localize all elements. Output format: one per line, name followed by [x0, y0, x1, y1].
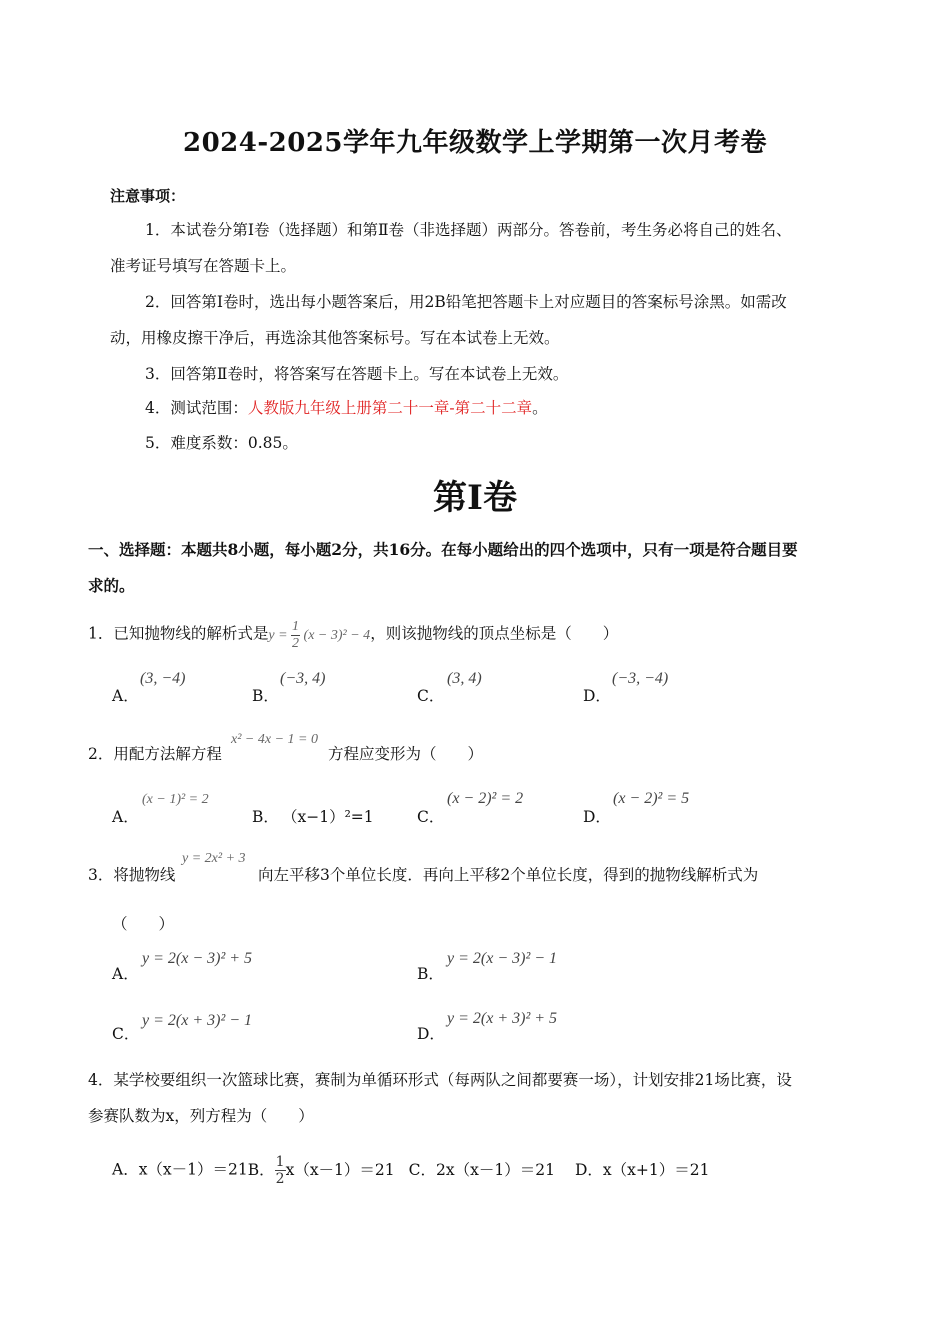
q1-option-b: (−3, 4) [280, 670, 326, 687]
q4-line1: 4．某学校要组织一次篮球比赛，赛制为单循环形式（每两队之间都要赛一场），计划安排21场比赛，设 [88, 1071, 792, 1089]
q2-prefix: 2．用配方法解方程 [88, 745, 222, 763]
q3-option-c: y = 2(x + 3)² − 1 [142, 1012, 253, 1029]
q1-frac-num: 1 [292, 619, 300, 634]
q2-option-d: (x − 2)² = 5 [613, 790, 690, 807]
test-range: 人教版九年级上册第二十一章-第二十二章 [247, 399, 533, 417]
q4-b-frac-den: 2 [275, 1171, 285, 1187]
q3-label-d: D． [417, 1025, 445, 1043]
q4-line2: 参赛队数为x，列方程为（ ） [88, 1107, 314, 1125]
q2-option-b: （x−1）²=1 [282, 808, 374, 826]
q4-b-fraction [275, 1155, 286, 1186]
notice-item-2-line1: 2．回答第Ⅰ卷时，选出每小题答案后，用2B铅笔把答题卡上对应题目的答案标号涂黑。如需改 [145, 293, 787, 311]
q4-b-frac-num: 1 [275, 1154, 285, 1170]
q3-suffix: 向左平移3个单位长度．再向上平移2个单位长度，得到的抛物线解析式为 [258, 866, 759, 884]
q1-frac-den: 2 [292, 636, 300, 651]
q3-label-b: B． [417, 965, 444, 983]
q1-option-d: (−3, −4) [612, 670, 669, 687]
q4-option-a: A．x（x－1）＝21 [112, 1160, 248, 1179]
question-1 [88, 620, 618, 651]
q2-equation: x² − 4x − 1 = 0 [231, 732, 318, 747]
q3-prefix: 3．将抛物线 [88, 866, 176, 884]
q2-label-a: A． [112, 808, 139, 826]
q3-label-a: A． [112, 965, 139, 983]
q1-eq-right: (x − 3)² − 4 [303, 627, 371, 643]
q4-options [112, 1155, 709, 1186]
notice-item-3: 3．回答第Ⅱ卷时，将答案写在答题卡上。写在本试卷上无效。 [145, 365, 569, 383]
q1-label-d: D． [583, 687, 611, 705]
q1-eq-left: y = [268, 627, 288, 643]
q3-label-c: C． [112, 1025, 140, 1043]
q1-fraction [291, 620, 300, 651]
q3-equation: y = 2x² + 3 [182, 851, 246, 866]
q2-option-c: (x − 2)² = 2 [447, 790, 524, 807]
q4-option-b [247, 1154, 395, 1187]
notice-item-5: 5．难度系数：0.85。 [145, 434, 298, 452]
volume-title: 第Ⅰ卷 [433, 478, 517, 518]
q3-option-b: y = 2(x − 3)² − 1 [447, 950, 558, 967]
q1-suffix: ，则该抛物线的顶点坐标是（ ） [370, 624, 619, 643]
notice-heading: 注意事项： [110, 187, 186, 205]
q2-option-a: (x − 1)² = 2 [142, 792, 209, 807]
q4-label-b: B． [247, 1160, 275, 1179]
section1-line1: 一、选择题：本题共8小题，每小题2分，共16分。在每小题给出的四个选项中，只有一项是符合题目要 [88, 540, 798, 559]
q1-label-a: A． [112, 687, 139, 705]
section1-line2: 求的。 [88, 576, 135, 595]
q1-label-b: B． [252, 687, 279, 705]
q4-option-d: D．x（x+1）＝21 [574, 1160, 710, 1179]
q4-b-rest: x（x－1）＝21 [285, 1160, 395, 1179]
notice-item-4-prefix: 4．测试范围： [145, 399, 248, 417]
q1-equation [268, 619, 371, 651]
q2-label-c: C． [417, 808, 445, 826]
q4-option-c: C．2x（x－1）＝21 [408, 1160, 555, 1179]
q3-option-a: y = 2(x − 3)² + 5 [142, 950, 253, 967]
q3-option-d: y = 2(x + 3)² + 5 [447, 1010, 558, 1027]
exam-title: 2024-2025学年九年级数学上学期第一次月考卷 [182, 128, 768, 158]
q2-label-d: D． [583, 808, 611, 826]
q2-label-b: B． [252, 808, 279, 826]
q3-answer-paren: （ ） [112, 915, 175, 933]
q2-suffix: 方程应变形为（ ） [328, 745, 484, 763]
q1-label-c: C． [417, 687, 445, 705]
notice-item-1-line1: 1．本试卷分第Ⅰ卷（选择题）和第Ⅱ卷（非选择题）两部分。答卷前，考生务必将自己的姓名、 [145, 221, 792, 239]
notice-item-4-suffix: 。 [532, 399, 548, 417]
notice-item-1-line2: 准考证号填写在答题卡上。 [110, 257, 297, 275]
notice-item-2-line2: 动，用橡皮擦干净后，再选涂其他答案标号。写在本试卷上无效。 [110, 329, 560, 347]
q1-option-c: (3, 4) [447, 670, 482, 687]
q1-prefix: 1．已知抛物线的解析式是 [88, 624, 269, 643]
notice-item-4 [145, 398, 548, 418]
q1-option-a: (3, −4) [140, 670, 186, 687]
